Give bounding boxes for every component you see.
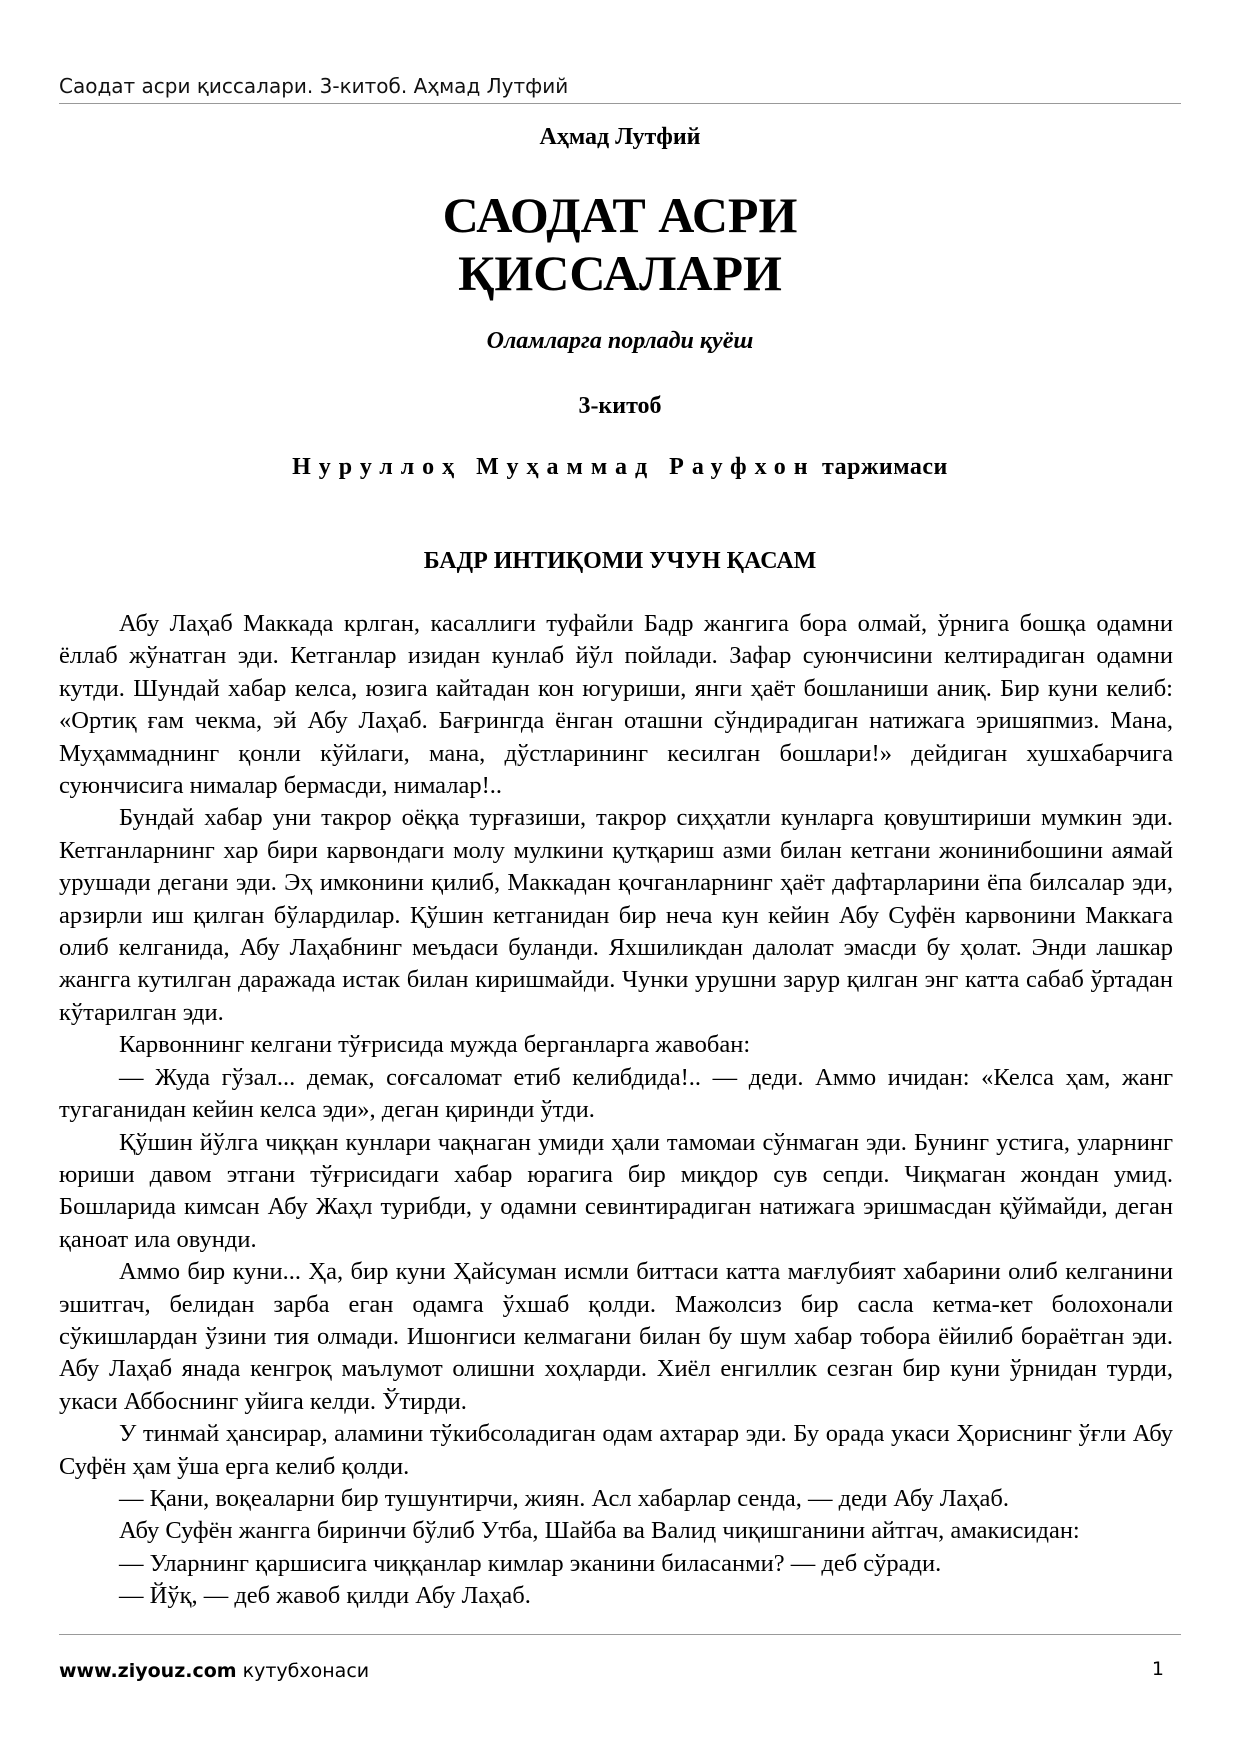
paragraph: Карвоннинг келгани тўғрисида мужда берганларга жавобан: (119, 1031, 751, 1059)
footer-site-link[interactable]: www.ziyouz.com (59, 1660, 237, 1682)
chapter-title: БАДР ИНТИҚОМИ УЧУН ҚАСАМ (423, 548, 817, 574)
paragraph: Аммо бир куни... Ҳа, бир куни Ҳайсуман исмли биттаси катта мағлубият хабарини олиб келганини эшитгач, белидан зарба еган одамга ўхшаб қолди. Мажолсиз бир сасла кетма-кет болохонали сўкишлардан ўзини тия олмади. Ишонгиси келмагани билан бу шум хабар тобора ёйилиб бораётган эди. Абу Лаҳаб янада кенгроқ маълумот олишни хоҳларди. Хиёл енгиллик сезган бир куни ўрнидан турди, укаси Аббоснинг уйига келди. Ўтирди. (59, 1258, 1173, 1415)
translator-credit (59, 454, 1181, 481)
paragraph: — Жуда гўзал... демак, соғсаломат етиб келибдида!.. — деди. Аммо ичидан: «Келса ҳам, жанг тугаганидан кейин келса эди», деган қиринди ўтди. (59, 1063, 1173, 1124)
chapter-body (59, 608, 1173, 1613)
footer-divider (59, 1634, 1181, 1635)
paragraph: — Қани, воқеаларни бир тушунтирчи, жиян. Асл хабарлар сенда, — деди Абу Лаҳаб. (119, 1484, 1009, 1512)
book-title-line-2: ҚИССАЛАРИ (458, 245, 782, 301)
paragraph: Абу Лаҳаб Маккада крлган, касаллиги туфайли Бадр жангига бора олмай, ўрнига бошқа одамни ёллаб жўнатган эди. Кетганлар изидан кунлаб йўл пойлади. Зафар суюнчисини келтирадиган одамни кутди. Шундай хабар келса, юзига кайтадан кон югуриши, янги ҳаёт бошланиши аниқ. Бир куни келиб: «Ортиқ ғам чекма, эй Абу Лаҳаб. Бағрингда ёнган оташни сўндирадиган натижага эришяпмиз. Мана, Муҳаммаднинг қонли кўйлаги, мана, дўстларининг кесилган бошлари!» дейдиган хушхабарчига суюнчисига нималар бермасди, нималар!.. (59, 610, 1173, 800)
paragraph: Қўшин йўлга чиққан кунлари чақнаган умиди ҳали тамомаи сўнмаган эди. Бунинг устига, уларнинг юриши давом этгани тўғрисидаги хабар юрагига бир миқдор сув сепди. Чиқмаган жондан умид. Бошларида кимсан Абу Жаҳл турибди, у одамни севинтирадиган натижага эришмасдан қўймайди, деган қаноат ила овунди. (59, 1128, 1173, 1253)
translator-name: Нуруллоҳ Муҳаммад Рауфхон (292, 454, 816, 480)
paragraph: — Йўқ, — деб жавоб қилди Абу Лаҳаб. (119, 1582, 531, 1610)
book-title (59, 186, 1181, 302)
paragraph: Абу Суфён жангга биринчи бўлиб Утба, Шайба ва Валид чиқишганини айтгач, амакисидан: (119, 1517, 1080, 1545)
author-name: Аҳмад Лутфий (539, 124, 701, 150)
running-header: Саодат асри қиссалари. 3-китоб. Аҳмад Лутфий (59, 74, 569, 98)
page-number: 1 (1151, 1658, 1164, 1680)
paragraph: Бундай хабар уни такрор оёққа турғазиши, такрор сиҳҳатли кунларга қовуштириши мумкин эди. Кетганларнинг хар бири карвондаги молу мулкини қутқариш азми билан кетгани жонинибошини аямай урушади дегани эди. Эҳ имконини қилиб, Маккадан қочганларнинг ҳаёт дафтарларини ёпа билсалар эди, арзирли иш қилган бўлардилар. Қўшин кетганидан бир неча кун кейин Абу Суфён карвонини Маккага олиб келганида, Абу Лаҳабнинг меъдаси буланди. Яхшиликдан далолат эмасди бу ҳолат. Энди лашкар жангга кутилган даражада истак билан киришмайди. Чунки урушни зарур қилган энг катта сабаб ўртадан кўтарилган эди. (59, 804, 1173, 1026)
volume-label: 3-китоб (578, 393, 662, 419)
paragraph: — Уларнинг қаршисига чиққанлар кимлар эканини биласанми? — деб сўради. (119, 1549, 942, 1577)
header-divider (59, 103, 1181, 104)
book-title-line-1: САОДАТ АСРИ (442, 187, 798, 243)
translator-suffix: таржимаси (822, 454, 948, 480)
footer-credit (59, 1660, 369, 1682)
footer-library-label: кутубхонаси (242, 1660, 370, 1682)
book-subtitle: Оламларга порлади қуёш (486, 328, 754, 354)
paragraph: У тинмай ҳансирар, аламини тўкибсоладиган одам ахтарар эди. Бу орада укаси Ҳориснинг ўғли Абу Суфён ҳам ўша ерга келиб қолди. (59, 1420, 1173, 1480)
